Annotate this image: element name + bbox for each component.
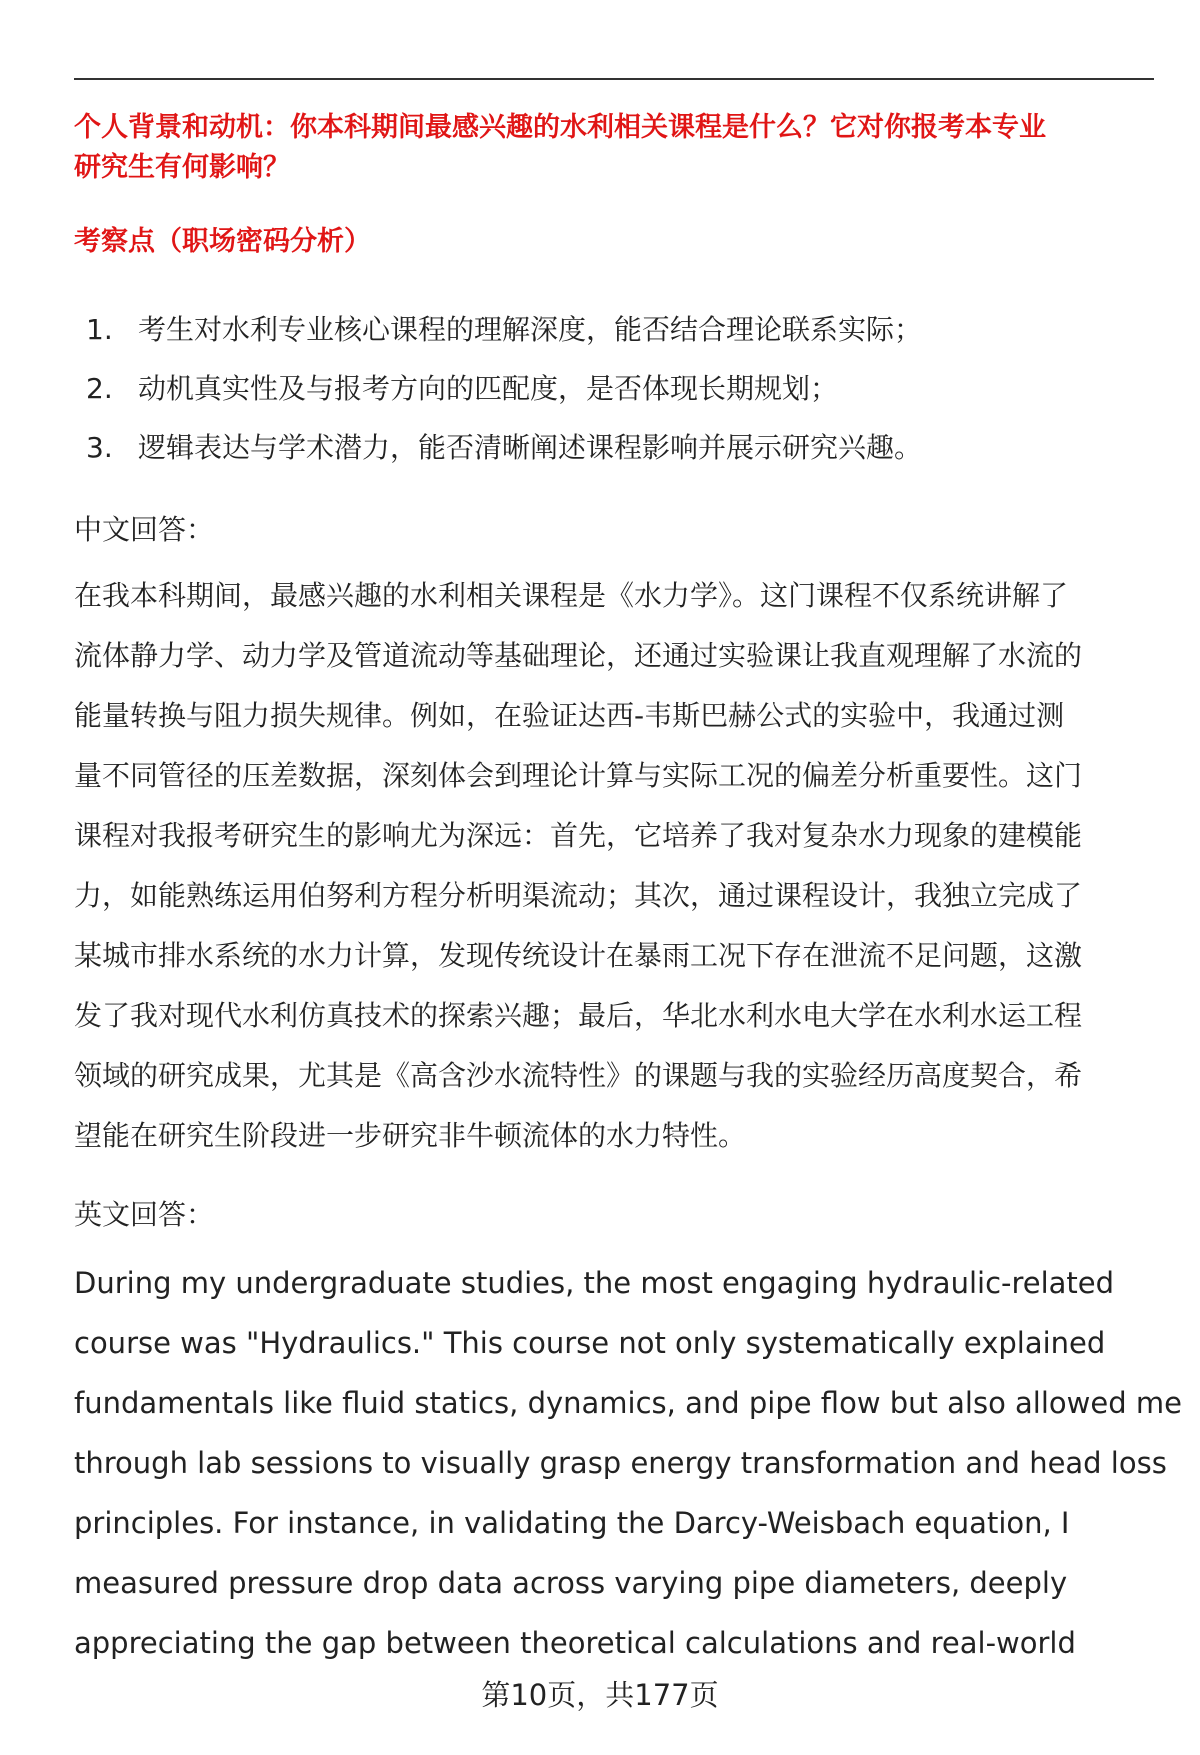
- question-line: 研究生有何影响？: [74, 152, 290, 183]
- page-footer: 第10页，共177页: [481, 1678, 719, 1712]
- assessment-points-list: [74, 300, 1154, 477]
- point-number: 2.: [86, 372, 113, 405]
- answer-line: 流体静力学、动力学及管道流动等基础理论，还通过实验课让我直观理解了水流的: [74, 639, 1083, 672]
- chinese-answer-label: 中文回答：: [74, 513, 215, 546]
- answer-line: 领域的研究成果，尤其是《高含沙水流特性》的课题与我的实验经历高度契合，希: [74, 1059, 1083, 1092]
- assessment-point: [74, 418, 1154, 477]
- answer-line: measured pressure drop data across varying pipe diameters, deeply: [74, 1566, 1068, 1600]
- answer-line: 发了我对现代水利仿真技术的探索兴趣；最后，华北水利水电大学在水利水运工程: [74, 999, 1083, 1032]
- answer-line: principles. For instance, in validating the Darcy-Weisbach equation, I: [74, 1506, 1070, 1540]
- answer-line: 能量转换与阻力损失规律。例如，在验证达西-韦斯巴赫公式的实验中，我通过测: [74, 699, 1065, 732]
- assessment-point: [74, 359, 1154, 418]
- chinese-answer: [74, 566, 1154, 1166]
- assessment-point: [74, 300, 1154, 359]
- assessment-heading: 考察点（职场密码分析）: [74, 226, 371, 257]
- point-text: 动机真实性及与报考方向的匹配度，是否体现长期规划；: [138, 372, 839, 405]
- top-rule: [74, 78, 1154, 80]
- answer-line: 课程对我报考研究生的影响尤为深远：首先，它培养了我对复杂水力现象的建模能: [74, 819, 1083, 852]
- question-line: 个人背景和动机：你本科期间最感兴趣的水利相关课程是什么？它对你报考本专业: [74, 112, 1046, 143]
- question-heading: [74, 108, 1154, 188]
- point-text: 逻辑表达与学术潜力，能否清晰阐述课程影响并展示研究兴趣。: [138, 431, 923, 464]
- point-number: 1.: [86, 313, 113, 346]
- answer-line: appreciating the gap between theoretical calculations and real-world: [74, 1626, 1076, 1660]
- answer-line: During my undergraduate studies, the most engaging hydraulic-related: [74, 1266, 1115, 1300]
- english-answer: [74, 1253, 1182, 1673]
- answer-line: 力，如能熟练运用伯努利方程分析明渠流动；其次，通过课程设计，我独立完成了: [74, 879, 1083, 912]
- answer-line: fundamentals like fluid statics, dynamics, and pipe flow but also allowed me: [74, 1386, 1182, 1420]
- point-number: 3.: [86, 431, 113, 464]
- answer-line: course was "Hydraulics." This course not only systematically explained: [74, 1326, 1106, 1360]
- point-text: 考生对水利专业核心课程的理解深度，能否结合理论联系实际；: [138, 313, 923, 346]
- answer-line: 在我本科期间，最感兴趣的水利相关课程是《水力学》。这门课程不仅系统讲解了: [74, 579, 1069, 612]
- answer-line: through lab sessions to visually grasp energy transformation and head loss: [74, 1446, 1167, 1480]
- english-answer-label: 英文回答：: [74, 1198, 215, 1231]
- answer-line: 量不同管径的压差数据，深刻体会到理论计算与实际工况的偏差分析重要性。这门: [74, 759, 1083, 792]
- answer-line: 某城市排水系统的水力计算，发现传统设计在暴雨工况下存在泄流不足问题，这激: [74, 939, 1083, 972]
- answer-line: 望能在研究生阶段进一步研究非牛顿流体的水力特性。: [74, 1119, 747, 1152]
